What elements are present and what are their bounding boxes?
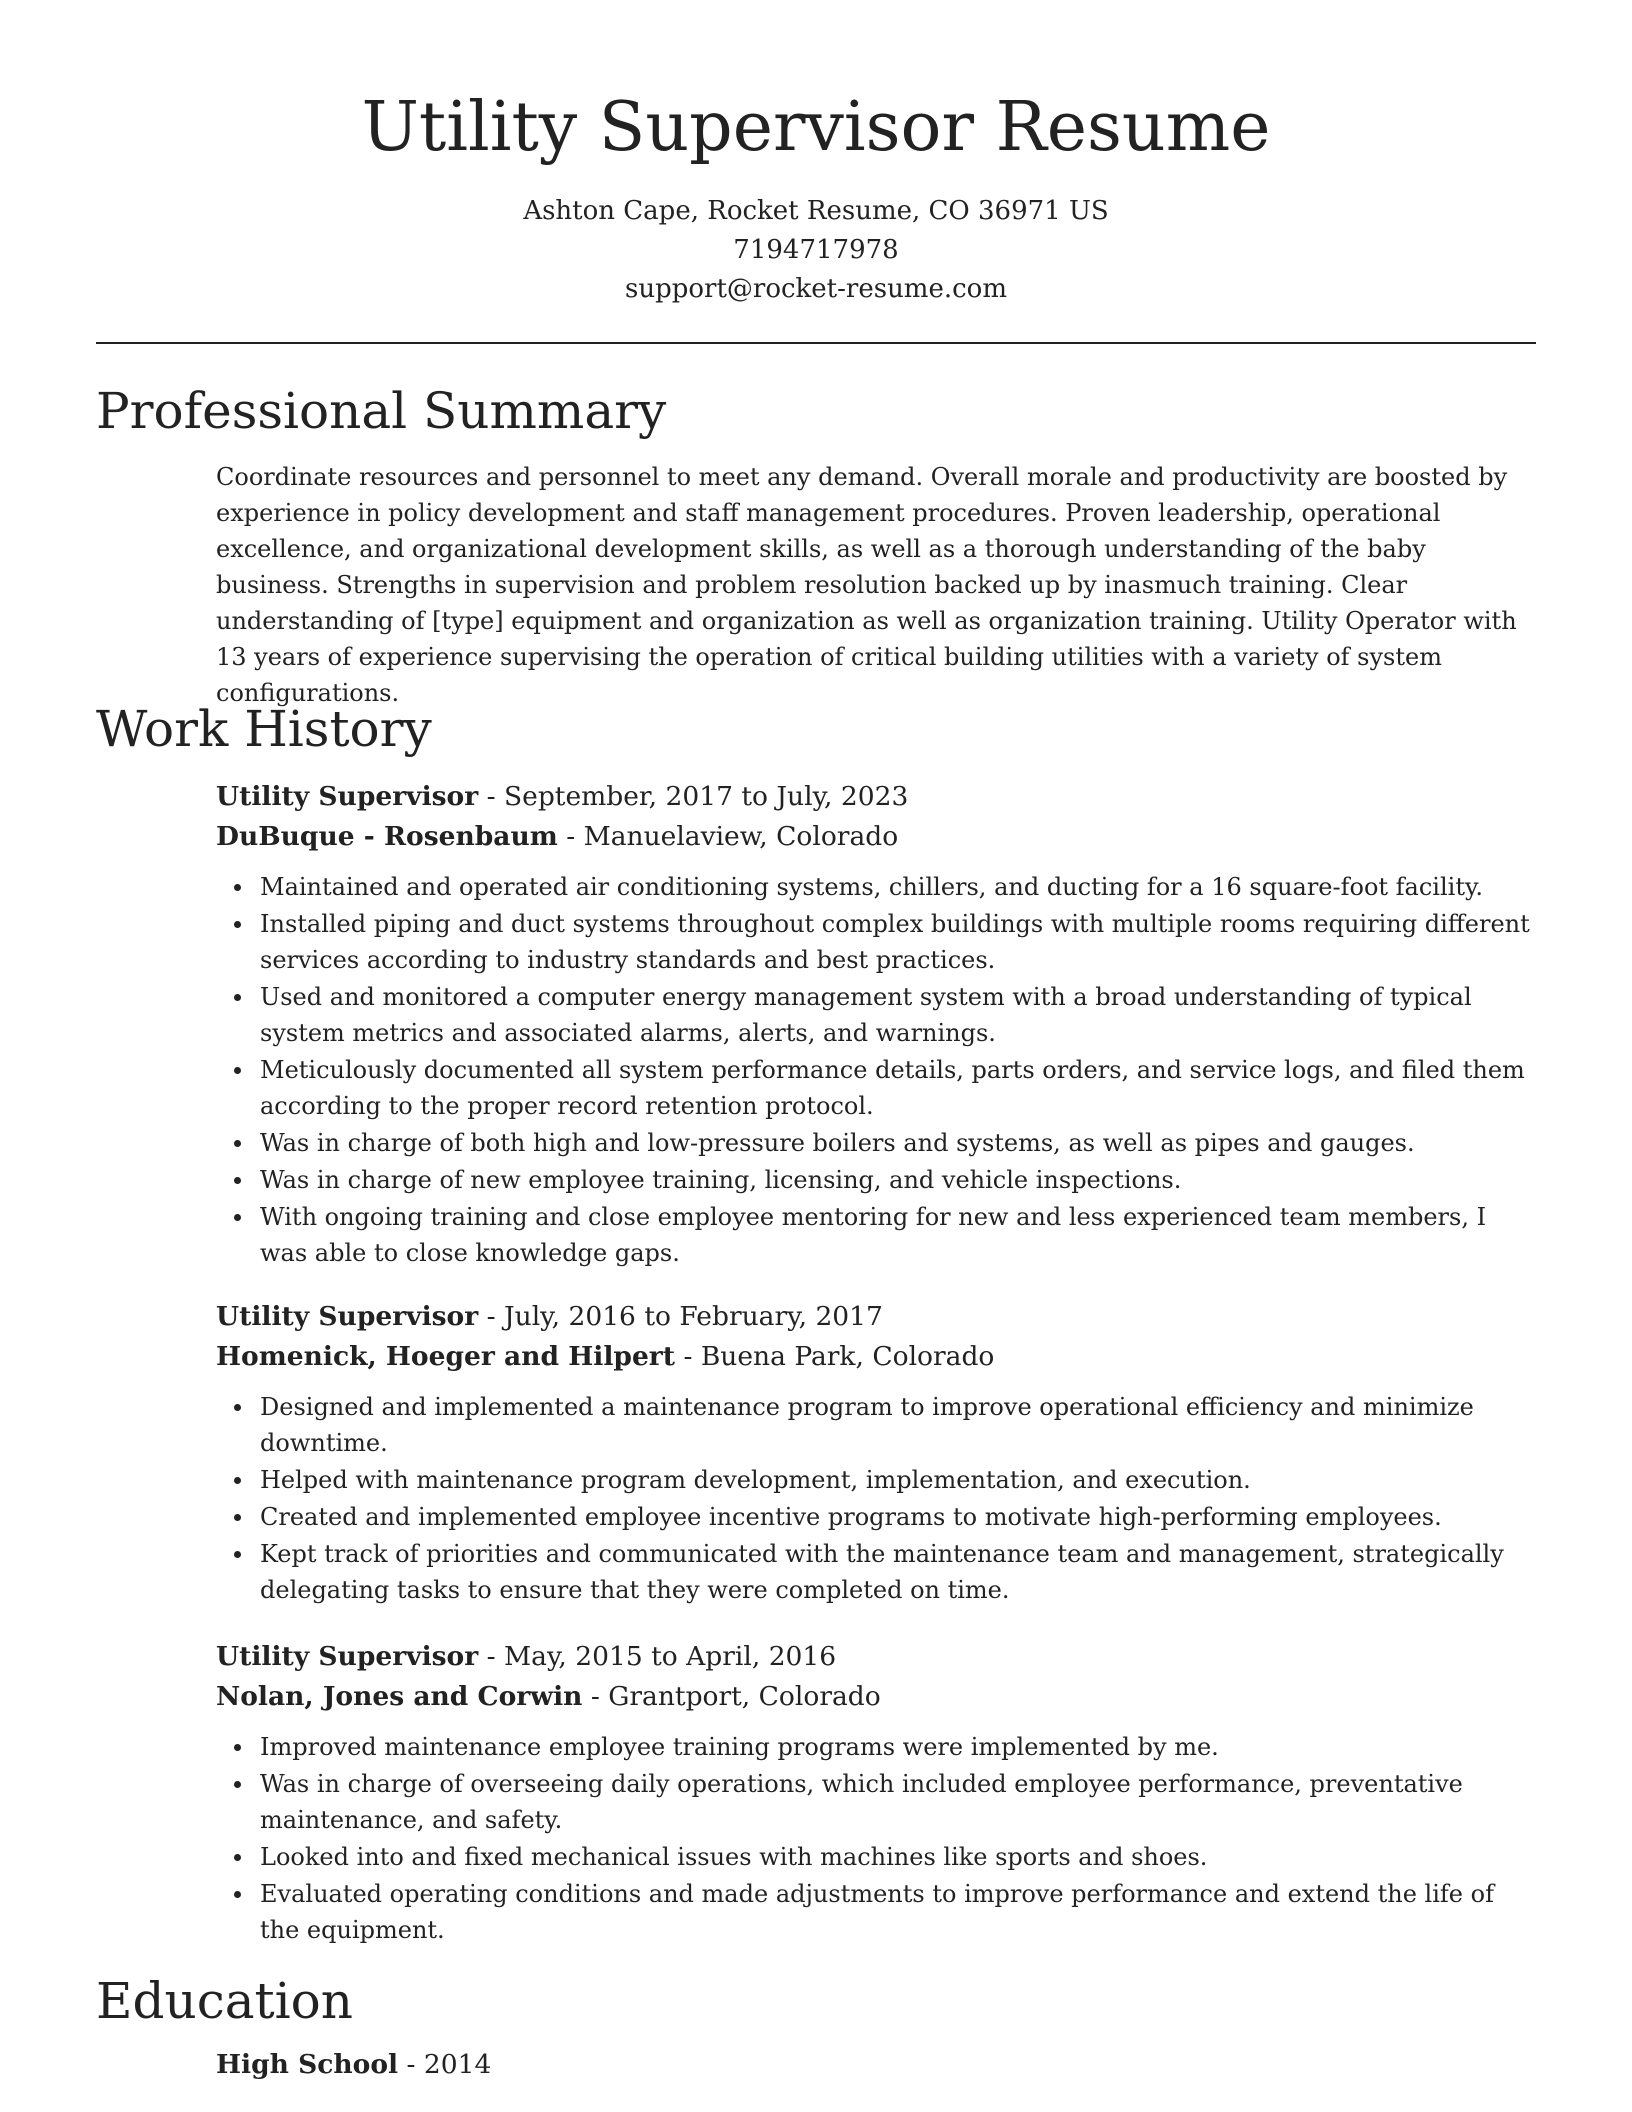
job-bullet: Helped with maintenance program development, implementation, and execution. xyxy=(260,1462,1536,1498)
job-entry xyxy=(216,777,1536,1272)
contact-email: support@rocket-resume.com xyxy=(624,274,1007,304)
job-bullet: Was in charge of new employee training, licensing, and vehicle inspections. xyxy=(260,1162,1536,1198)
resume-title: Utility Supervisor Resume xyxy=(361,88,1271,167)
education-degree: High School xyxy=(216,2049,399,2080)
education-year: - 2014 xyxy=(398,2049,492,2080)
job-bullet: Was in charge of both high and low-pressure boilers and systems, as well as pipes and gauges. xyxy=(260,1125,1536,1161)
job-bullets xyxy=(216,1729,1536,1948)
job-company-line xyxy=(216,1337,1536,1377)
job-title-line xyxy=(216,777,1536,817)
education-heading: Education xyxy=(96,1972,353,2030)
contact-address: Ashton Cape, Rocket Resume, CO 36971 US xyxy=(523,196,1109,226)
job-bullet: Improved maintenance employee training programs were implemented by me. xyxy=(260,1729,1536,1765)
job-title: Utility Supervisor xyxy=(216,1641,479,1672)
job-bullet: Meticulously documented all system performance details, parts orders, and service logs, and filed them according to the proper record retention protocol. xyxy=(260,1052,1536,1124)
job-company: Homenick, Hoeger and Hilpert xyxy=(216,1341,676,1372)
job-entry xyxy=(216,1297,1536,1609)
job-dates: - May, 2015 to April, 2016 xyxy=(478,1641,837,1672)
education-entry xyxy=(216,2045,491,2085)
job-bullet: With ongoing training and close employee mentoring for new and less experienced team members, I was able to close knowledge gaps. xyxy=(260,1199,1536,1271)
job-bullet: Used and monitored a computer energy management system with a broad understanding of typical system metrics and associated alarms, alerts, and warnings. xyxy=(260,979,1536,1051)
job-bullet: Maintained and operated air conditioning systems, chillers, and ducting for a 16 square-foot facility. xyxy=(260,869,1536,905)
job-bullet: Evaluated operating conditions and made adjustments to improve performance and extend the life of the equipment. xyxy=(260,1876,1536,1948)
job-title-line xyxy=(216,1297,1536,1337)
job-dates: - July, 2016 to February, 2017 xyxy=(478,1301,883,1332)
job-entry xyxy=(216,1637,1536,1949)
job-location: - Buena Park, Colorado xyxy=(675,1341,995,1372)
job-title-line xyxy=(216,1637,1536,1677)
job-bullet: Installed piping and duct systems throughout complex buildings with multiple rooms requiring different services according to industry standards and best practices. xyxy=(260,906,1536,978)
contact-block xyxy=(0,192,1632,309)
job-location: - Grantport, Colorado xyxy=(582,1681,881,1712)
job-location: - Manuelaview, Colorado xyxy=(557,821,899,852)
job-company-line xyxy=(216,1677,1536,1717)
job-title: Utility Supervisor xyxy=(216,1301,479,1332)
summary-text: Coordinate resources and personnel to meet any demand. Overall morale and productivity are boosted by experience in policy development and staff management procedures. Proven leadership, operational excellence, and organizational development skills, as well as a thorough understanding of the baby business. Strengths in supervision and problem resolution backed up by inasmuch training. Clear understanding of [type] equipment and organization as well as organization training. Utility Operator with 13 years of experience supervising the operation of critical building utilities with a variety of system configurations. xyxy=(216,463,1517,707)
contact-phone: 7194717978 xyxy=(733,235,899,265)
job-bullets xyxy=(216,869,1536,1271)
work-history-heading: Work History xyxy=(96,700,432,758)
job-company: Nolan, Jones and Corwin xyxy=(216,1681,583,1712)
header-divider xyxy=(96,342,1536,344)
job-bullet: Created and implemented employee incentive programs to motivate high-performing employees. xyxy=(260,1499,1536,1535)
job-bullet: Kept track of priorities and communicated with the maintenance team and management, strategically delegating tasks to ensure that they were completed on time. xyxy=(260,1536,1536,1608)
job-company-line xyxy=(216,817,1536,857)
job-bullet: Was in charge of overseeing daily operations, which included employee performance, preventative maintenance, and safety. xyxy=(260,1766,1536,1838)
job-bullet: Designed and implemented a maintenance program to improve operational efficiency and minimize downtime. xyxy=(260,1389,1536,1461)
job-dates: - September, 2017 to July, 2023 xyxy=(478,781,909,812)
job-title: Utility Supervisor xyxy=(216,781,479,812)
summary-heading: Professional Summary xyxy=(96,382,667,440)
job-company: DuBuque - Rosenbaum xyxy=(216,821,558,852)
job-bullet: Looked into and fixed mechanical issues with machines like sports and shoes. xyxy=(260,1839,1536,1875)
job-bullets xyxy=(216,1389,1536,1608)
